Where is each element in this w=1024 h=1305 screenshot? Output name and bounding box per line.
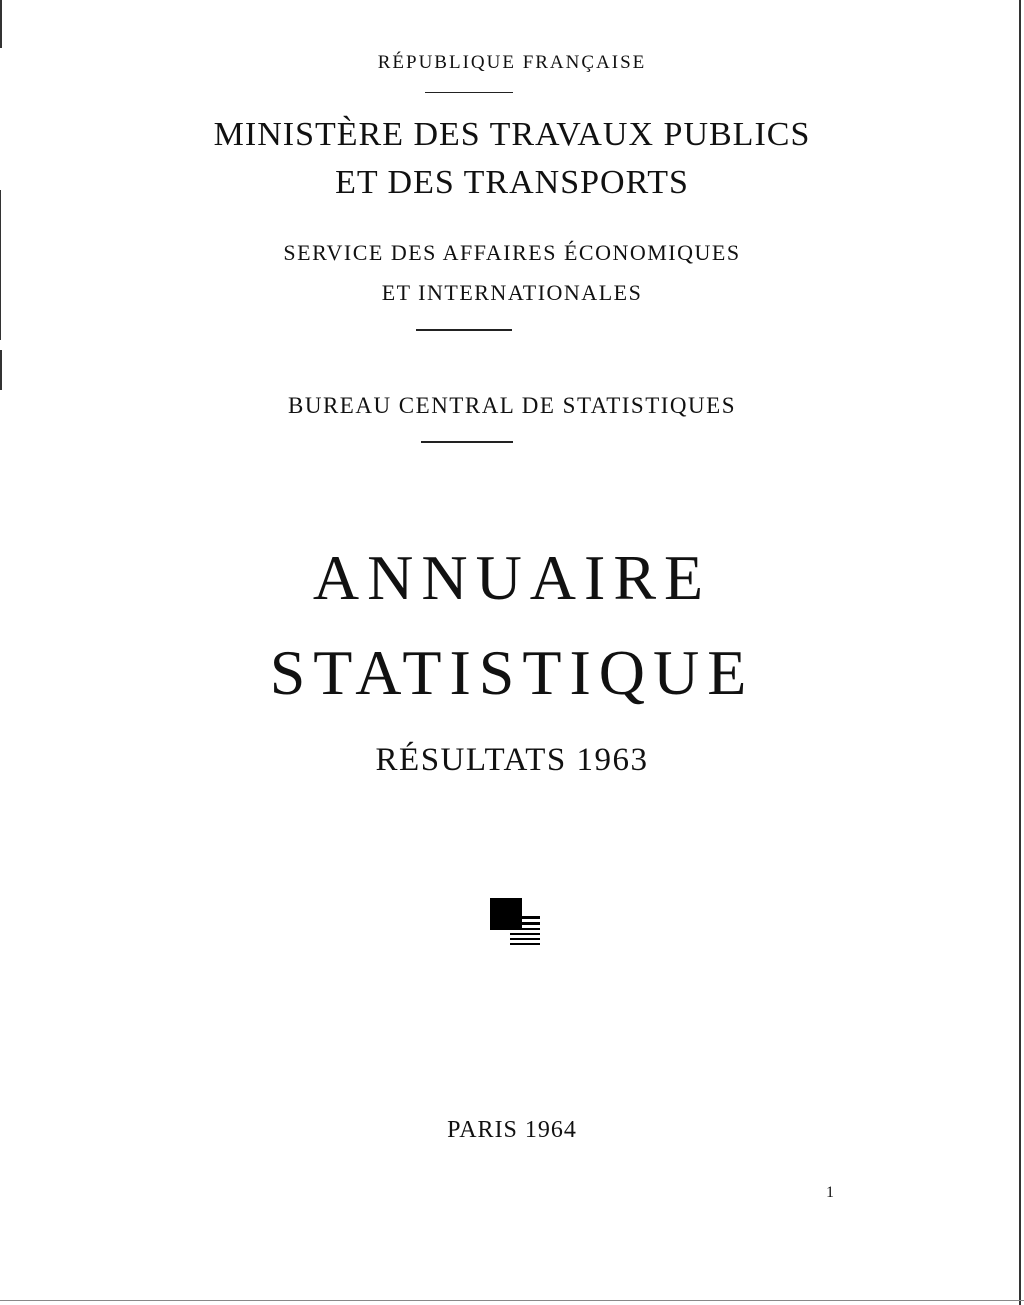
imprint-place-year: PARIS 1964: [447, 1117, 577, 1143]
divider-rule: [421, 441, 513, 443]
republique-heading: RÉPUBLIQUE FRANÇAISE: [377, 52, 647, 73]
page-edge-left-mark: [0, 350, 2, 390]
bureau-heading: BUREAU CENTRAL DE STATISTIQUES: [288, 393, 736, 418]
divider-rule: [425, 92, 513, 93]
divider-rule: [416, 329, 512, 331]
document-subtitle: RÉSULTATS 1963: [375, 742, 649, 778]
publisher-logo-icon: [490, 898, 540, 946]
ministere-heading-line1: MINISTÈRE DES TRAVAUX PUBLICS: [213, 116, 811, 153]
page-edge-left-mark: [0, 0, 2, 48]
service-heading-line1: SERVICE DES AFFAIRES ÉCONOMIQUES: [283, 240, 741, 265]
service-heading-line2: ET INTERNATIONALES: [381, 280, 643, 305]
ministere-heading-line2: ET DES TRANSPORTS: [335, 164, 689, 201]
document-title-line2: STATISTIQUE: [269, 637, 755, 708]
page-number: 1: [826, 1184, 834, 1201]
document-title-line1: ANNUAIRE: [312, 542, 712, 613]
page-edge-bottom: [0, 1300, 1024, 1301]
